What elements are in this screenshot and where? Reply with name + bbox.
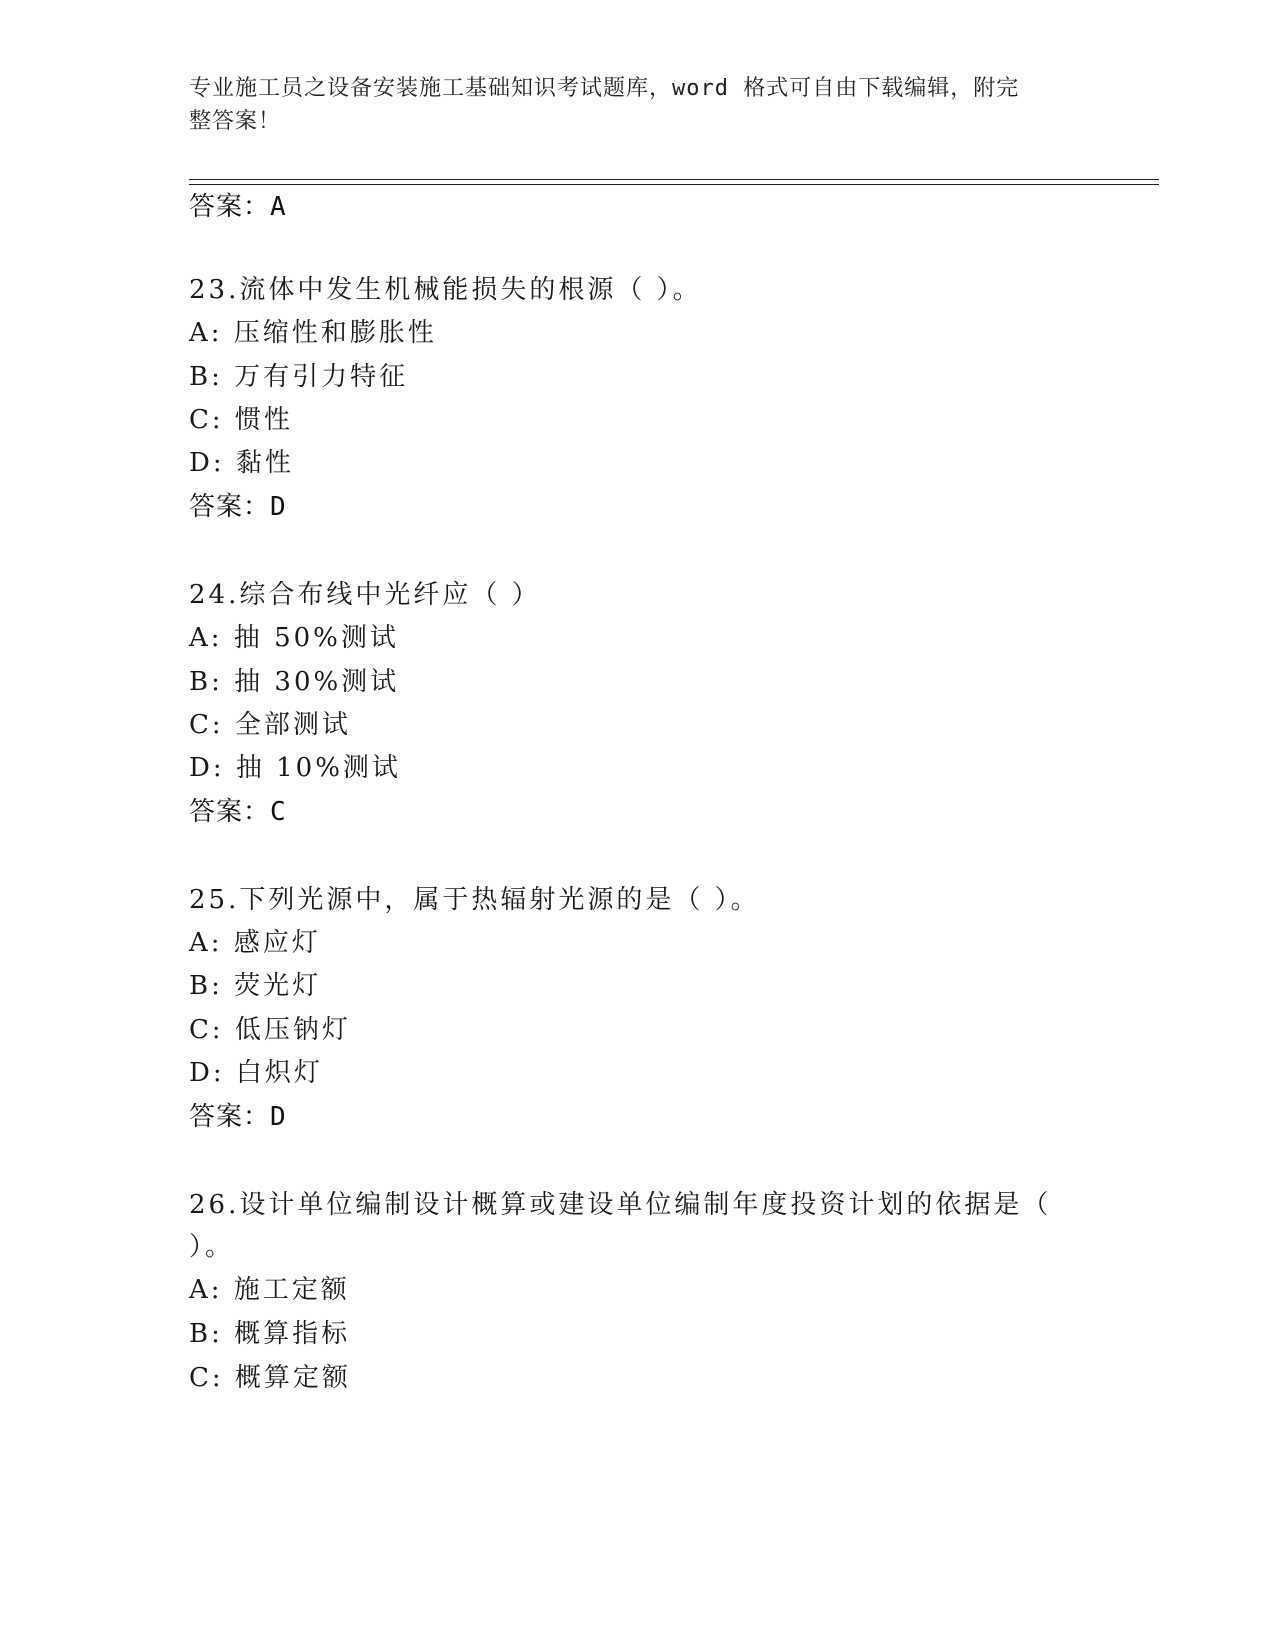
option-d: D: 白炽灯 xyxy=(189,1058,323,1088)
answer-line: 答案：D xyxy=(189,1102,287,1132)
document-header xyxy=(189,72,1069,138)
option-d: D: 黏性 xyxy=(189,448,294,478)
option-a: A: 压缩性和膨胀性 xyxy=(189,318,437,348)
header-rule-bottom xyxy=(189,184,1159,185)
option-c: C: 低压钠灯 xyxy=(189,1015,351,1045)
header-line-1: 专业施工员之设备安装施工基础知识考试题库，word 格式可自由下载编辑，附完 xyxy=(189,76,1020,101)
option-b: B: 抽 30%测试 xyxy=(189,667,400,697)
option-b: B: 万有引力特征 xyxy=(189,362,409,392)
answer-line: 答案：C xyxy=(189,797,287,827)
question-24: 24.综合布线中光纤应（ ） xyxy=(189,580,541,610)
option-d: D: 抽 10%测试 xyxy=(189,753,401,783)
option-c: C: 惯性 xyxy=(189,405,293,435)
option-b: B: 概算指标 xyxy=(189,1319,351,1349)
question-26: 26.设计单位编制设计概算或建设单位编制年度投资计划的依据是（ xyxy=(189,1190,1052,1220)
header-rule-top xyxy=(189,179,1159,180)
option-a: A: 施工定额 xyxy=(189,1275,350,1305)
option-a: A: 抽 50%测试 xyxy=(189,623,399,653)
question-26-continued: ）。 xyxy=(189,1232,235,1262)
option-c: C: 全部测试 xyxy=(189,710,351,740)
option-c: C: 概算定额 xyxy=(189,1363,351,1393)
option-b: B: 荧光灯 xyxy=(189,971,322,1001)
question-25: 25.下列光源中，属于热辐射光源的是（ ）。 xyxy=(189,885,760,915)
header-line-2: 整答案！ xyxy=(189,109,282,134)
question-23: 23.流体中发生机械能损失的根源（ ）。 xyxy=(189,275,702,305)
answer-line: 答案：A xyxy=(189,192,287,222)
option-a: A: 感应灯 xyxy=(189,928,321,958)
answer-line: 答案：D xyxy=(189,492,287,522)
